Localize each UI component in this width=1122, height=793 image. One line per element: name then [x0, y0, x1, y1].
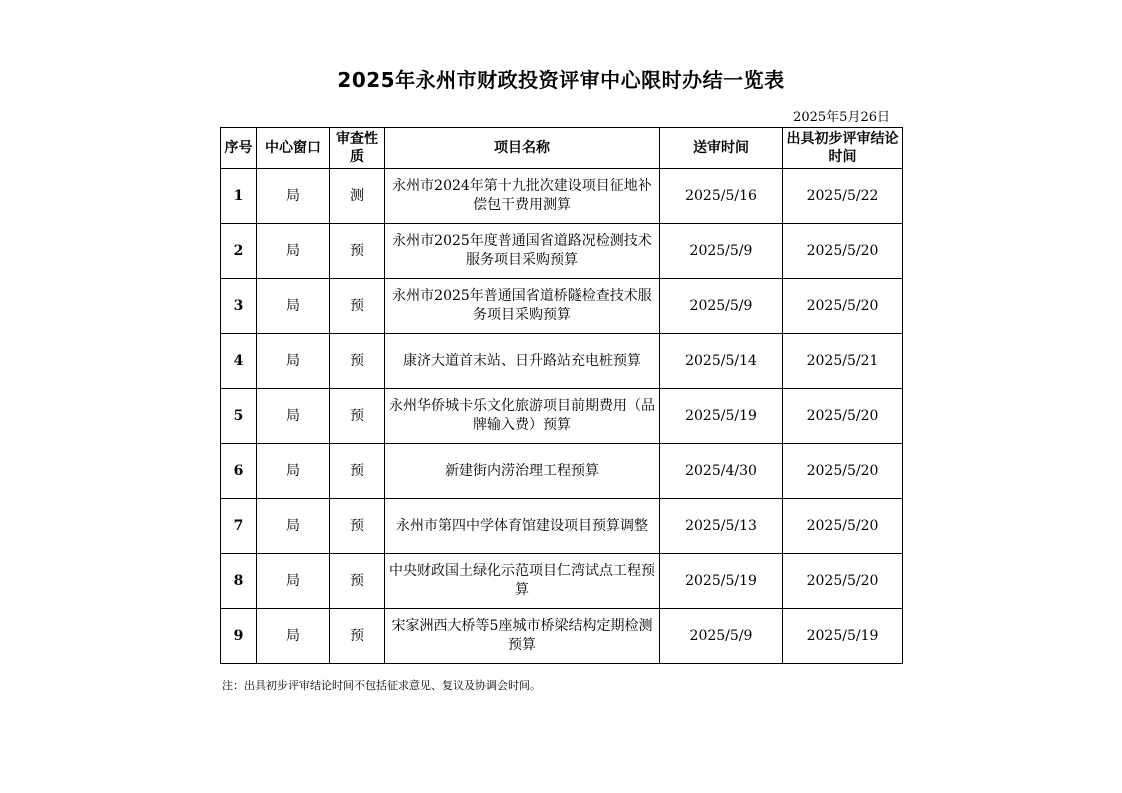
cell-submit-time: 2025/5/16	[660, 169, 783, 224]
cell-type: 预	[330, 499, 385, 554]
cell-type: 预	[330, 554, 385, 609]
table-row	[221, 554, 903, 609]
header-conclusion-time: 出具初步评审结论时间	[783, 128, 903, 169]
cell-project-name: 永州市2024年第十九批次建设项目征地补偿包干费用测算	[385, 169, 660, 224]
project-table	[220, 127, 903, 664]
cell-type: 预	[330, 279, 385, 334]
cell-conclusion-time: 2025/5/20	[783, 444, 903, 499]
cell-project-name: 康济大道首末站、日升路站充电桩预算	[385, 334, 660, 389]
table-row	[221, 334, 903, 389]
cell-conclusion-time: 2025/5/20	[783, 499, 903, 554]
table-row	[221, 279, 903, 334]
cell-type: 预	[330, 224, 385, 279]
cell-submit-time: 2025/5/19	[660, 389, 783, 444]
table-row	[221, 609, 903, 664]
cell-seq: 7	[221, 499, 257, 554]
cell-project-name: 中央财政国土绿化示范项目仁湾试点工程预算	[385, 554, 660, 609]
cell-window: 局	[257, 334, 330, 389]
cell-seq: 9	[221, 609, 257, 664]
cell-submit-time: 2025/5/9	[660, 224, 783, 279]
cell-conclusion-time: 2025/5/20	[783, 554, 903, 609]
cell-seq: 1	[221, 169, 257, 224]
cell-submit-time: 2025/5/19	[660, 554, 783, 609]
cell-conclusion-time: 2025/5/21	[783, 334, 903, 389]
cell-type: 预	[330, 609, 385, 664]
cell-submit-time: 2025/5/13	[660, 499, 783, 554]
cell-conclusion-time: 2025/5/20	[783, 389, 903, 444]
document-title: 2025年永州市财政投资评审中心限时办结一览表	[337, 68, 785, 92]
cell-project-name: 永州市2025年度普通国省道路况检测技术服务项目采购预算	[385, 224, 660, 279]
header-window: 中心窗口	[257, 128, 330, 169]
cell-submit-time: 2025/5/9	[660, 279, 783, 334]
cell-type: 预	[330, 334, 385, 389]
cell-project-name: 新建街内涝治理工程预算	[385, 444, 660, 499]
cell-window: 局	[257, 224, 330, 279]
cell-project-name: 永州华侨城卡乐文化旅游项目前期费用（品牌输入费）预算	[385, 389, 660, 444]
table-row	[221, 444, 903, 499]
table-row	[221, 499, 903, 554]
cell-seq: 4	[221, 334, 257, 389]
cell-submit-time: 2025/4/30	[660, 444, 783, 499]
cell-type: 预	[330, 444, 385, 499]
header-name: 项目名称	[385, 128, 660, 169]
cell-project-name: 永州市2025年普通国省道桥隧检查技术服务项目采购预算	[385, 279, 660, 334]
cell-conclusion-time: 2025/5/22	[783, 169, 903, 224]
cell-type: 预	[330, 389, 385, 444]
header-seq: 序号	[221, 128, 257, 169]
table-row	[221, 169, 903, 224]
header-type: 审查性质	[330, 128, 385, 169]
cell-window: 局	[257, 609, 330, 664]
cell-project-name: 宋家洲西大桥等5座城市桥梁结构定期检测预算	[385, 609, 660, 664]
cell-project-name: 永州市第四中学体育馆建设项目预算调整	[385, 499, 660, 554]
cell-seq: 8	[221, 554, 257, 609]
cell-submit-time: 2025/5/9	[660, 609, 783, 664]
cell-conclusion-time: 2025/5/19	[783, 609, 903, 664]
cell-window: 局	[257, 444, 330, 499]
cell-window: 局	[257, 169, 330, 224]
cell-seq: 5	[221, 389, 257, 444]
table-row	[221, 224, 903, 279]
footnote: 注：出具初步评审结论时间不包括征求意见、复议及协调会时间。	[222, 679, 541, 692]
cell-window: 局	[257, 389, 330, 444]
table-row	[221, 389, 903, 444]
cell-window: 局	[257, 554, 330, 609]
cell-seq: 3	[221, 279, 257, 334]
cell-window: 局	[257, 499, 330, 554]
cell-conclusion-time: 2025/5/20	[783, 279, 903, 334]
document-date: 2025年5月26日	[793, 110, 890, 125]
header-submit-time: 送审时间	[660, 128, 783, 169]
table-header-row	[221, 128, 903, 169]
cell-conclusion-time: 2025/5/20	[783, 224, 903, 279]
cell-submit-time: 2025/5/14	[660, 334, 783, 389]
cell-window: 局	[257, 279, 330, 334]
cell-type: 测	[330, 169, 385, 224]
cell-seq: 6	[221, 444, 257, 499]
cell-seq: 2	[221, 224, 257, 279]
